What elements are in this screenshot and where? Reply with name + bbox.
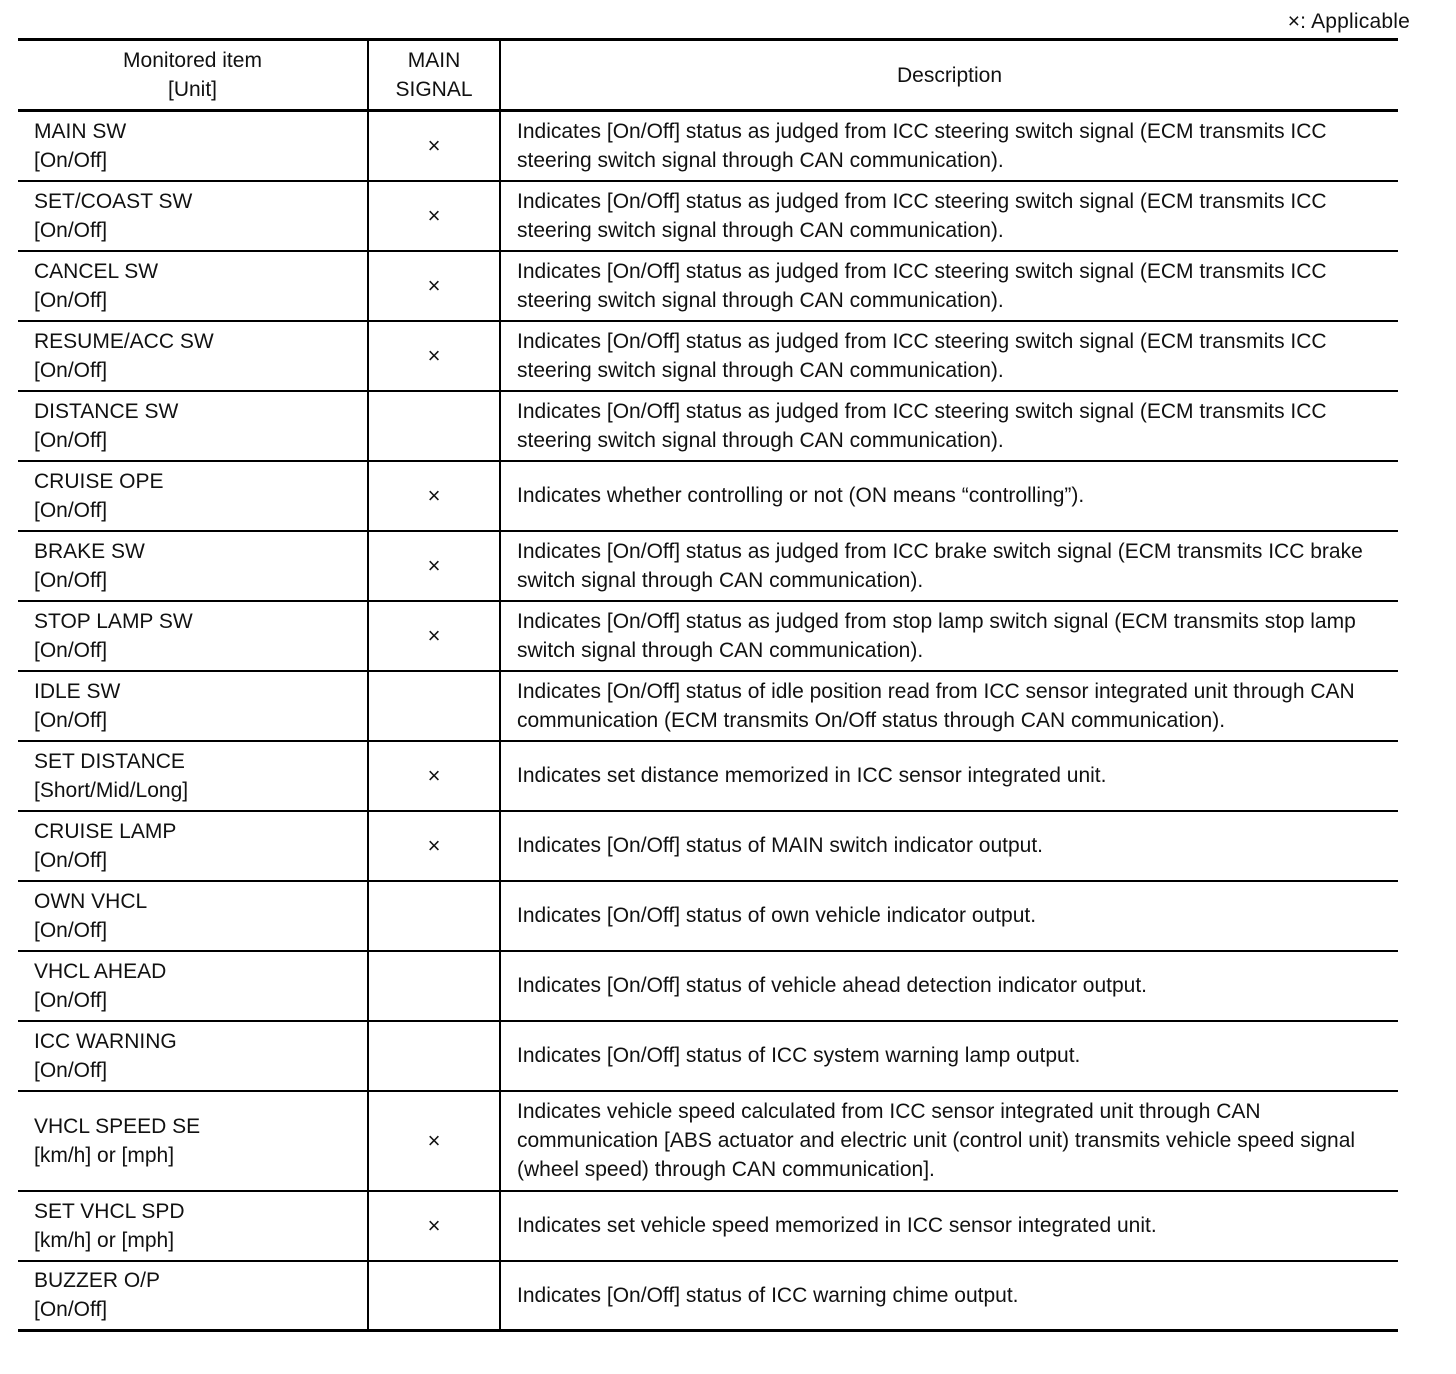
item-description: Indicates [On/Off] status as judged from ICC steering switch signal (ECM transmits ICC steering switch signal through CAN communication). (500, 111, 1398, 181)
main-signal-mark: × (368, 811, 500, 881)
table-row (18, 881, 1398, 951)
item-name: VHCL SPEED SE (34, 1114, 201, 1138)
table-row (18, 741, 1398, 811)
table-row (18, 1091, 1398, 1191)
main-signal-mark: × (368, 461, 500, 531)
item-name: CANCEL SW (34, 259, 159, 283)
item-unit: [On/Off] (34, 988, 108, 1012)
main-signal-mark: × (368, 1191, 500, 1261)
item-name: BRAKE SW (34, 539, 145, 563)
item-description: Indicates [On/Off] status as judged from ICC steering switch signal (ECM transmits ICC steering switch signal through CAN communication). (500, 251, 1398, 321)
item-name: DISTANCE SW (34, 399, 179, 423)
item-description: Indicates set vehicle speed memorized in ICC sensor integrated unit. (500, 1191, 1398, 1261)
main-signal-mark: × (368, 181, 500, 251)
item-cell (18, 111, 368, 181)
table-row (18, 251, 1398, 321)
header-main-signal (368, 40, 500, 111)
item-cell (18, 671, 368, 741)
header-signal-line1: MAIN (407, 49, 461, 72)
item-name: STOP LAMP SW (34, 609, 193, 633)
item-cell (18, 1021, 368, 1091)
main-signal-mark (368, 391, 500, 461)
main-signal-mark (368, 671, 500, 741)
header-monitored-item (18, 40, 368, 111)
item-unit: [km/h] or [mph] (34, 1228, 175, 1252)
item-cell (18, 1261, 368, 1331)
monitor-table (18, 38, 1398, 1332)
item-description: Indicates vehicle speed calculated from ICC sensor integrated unit through CAN communication [ABS actuator and electric unit (control unit) transmits vehicle speed signal (wheel speed) through CAN communication]. (500, 1091, 1398, 1191)
item-description: Indicates [On/Off] status of MAIN switch indicator output. (500, 811, 1398, 881)
item-name: SET DISTANCE (34, 749, 185, 773)
item-name: RESUME/ACC SW (34, 329, 214, 353)
item-name: CRUISE LAMP (34, 819, 177, 843)
item-description: Indicates [On/Off] status as judged from ICC steering switch signal (ECM transmits ICC steering switch signal through CAN communication). (500, 181, 1398, 251)
item-unit: [On/Off] (34, 148, 108, 172)
item-name: VHCL AHEAD (34, 959, 167, 983)
applicable-legend: ×: Applicable (1287, 10, 1410, 33)
item-cell (18, 461, 368, 531)
header-signal-line2: SIGNAL (395, 78, 473, 101)
item-cell (18, 321, 368, 391)
item-unit: [On/Off] (34, 708, 108, 732)
item-unit: [On/Off] (34, 498, 108, 522)
table-row (18, 951, 1398, 1021)
item-unit: [On/Off] (34, 638, 108, 662)
main-signal-mark (368, 1261, 500, 1331)
table-row (18, 1021, 1398, 1091)
table-row (18, 671, 1398, 741)
item-name: BUZZER O/P (34, 1269, 161, 1293)
header-unit-label: [Unit] (167, 78, 217, 101)
item-cell (18, 951, 368, 1021)
item-description: Indicates [On/Off] status as judged from stop lamp switch signal (ECM transmits stop lamp switch signal through CAN communication). (500, 601, 1398, 671)
item-unit: [km/h] or [mph] (34, 1143, 175, 1167)
item-name: ICC WARNING (34, 1029, 177, 1053)
item-cell (18, 181, 368, 251)
main-signal-mark: × (368, 601, 500, 671)
item-unit: [On/Off] (34, 568, 108, 592)
item-unit: [On/Off] (34, 1298, 108, 1322)
item-name: SET/COAST SW (34, 189, 193, 213)
main-signal-mark: × (368, 1091, 500, 1191)
item-cell (18, 1191, 368, 1261)
item-cell (18, 881, 368, 951)
item-unit: [On/Off] (34, 918, 108, 942)
item-name: MAIN SW (34, 119, 127, 143)
item-cell (18, 1091, 368, 1191)
item-name: CRUISE OPE (34, 469, 164, 493)
main-signal-mark: × (368, 111, 500, 181)
item-unit: [On/Off] (34, 358, 108, 382)
item-cell (18, 741, 368, 811)
item-unit: [On/Off] (34, 848, 108, 872)
item-unit: [On/Off] (34, 218, 108, 242)
item-cell (18, 601, 368, 671)
item-description: Indicates [On/Off] status of ICC system warning lamp output. (500, 1021, 1398, 1091)
main-signal-mark (368, 1021, 500, 1091)
item-unit: [On/Off] (34, 288, 108, 312)
main-signal-mark: × (368, 251, 500, 321)
item-description: Indicates set distance memorized in ICC sensor integrated unit. (500, 741, 1398, 811)
table-row (18, 531, 1398, 601)
item-unit: [On/Off] (34, 428, 108, 452)
main-signal-mark: × (368, 321, 500, 391)
item-description: Indicates whether controlling or not (ON means “controlling”). (500, 461, 1398, 531)
table-row (18, 601, 1398, 671)
item-cell (18, 531, 368, 601)
table-row (18, 1261, 1398, 1331)
item-unit: [Short/Mid/Long] (34, 778, 189, 802)
main-signal-mark: × (368, 531, 500, 601)
item-name: IDLE SW (34, 679, 121, 703)
header-item-label: Monitored item (123, 49, 262, 72)
item-cell (18, 391, 368, 461)
main-signal-mark: × (368, 741, 500, 811)
main-signal-mark (368, 881, 500, 951)
item-cell (18, 811, 368, 881)
item-unit: [On/Off] (34, 1058, 108, 1082)
item-description: Indicates [On/Off] status of idle position read from ICC sensor integrated unit through CAN communication (ECM transmits On/Off status through CAN communication). (500, 671, 1398, 741)
table-row (18, 461, 1398, 531)
item-description: Indicates [On/Off] status of vehicle ahead detection indicator output. (500, 951, 1398, 1021)
item-description: Indicates [On/Off] status of ICC warning chime output. (517, 1283, 1019, 1307)
item-description: Indicates [On/Off] status as judged from ICC brake switch signal (ECM transmits ICC brake switch signal through CAN communication). (500, 531, 1398, 601)
item-description: Indicates [On/Off] status of own vehicle indicator output. (500, 881, 1398, 951)
header-row (18, 40, 1398, 111)
table-row (18, 1191, 1398, 1261)
header-description: Description (500, 40, 1398, 111)
item-name: OWN VHCL (34, 889, 148, 913)
item-description: Indicates [On/Off] status as judged from ICC steering switch signal (ECM transmits ICC steering switch signal through CAN communication). (500, 321, 1398, 391)
table-row (18, 811, 1398, 881)
item-cell (18, 251, 368, 321)
item-name: SET VHCL SPD (34, 1199, 185, 1223)
table-row (18, 111, 1398, 181)
item-description: Indicates [On/Off] status as judged from ICC steering switch signal (ECM transmits ICC steering switch signal through CAN communication). (500, 391, 1398, 461)
table-row (18, 391, 1398, 461)
table-row (18, 181, 1398, 251)
table-row (18, 321, 1398, 391)
main-signal-mark (368, 951, 500, 1021)
